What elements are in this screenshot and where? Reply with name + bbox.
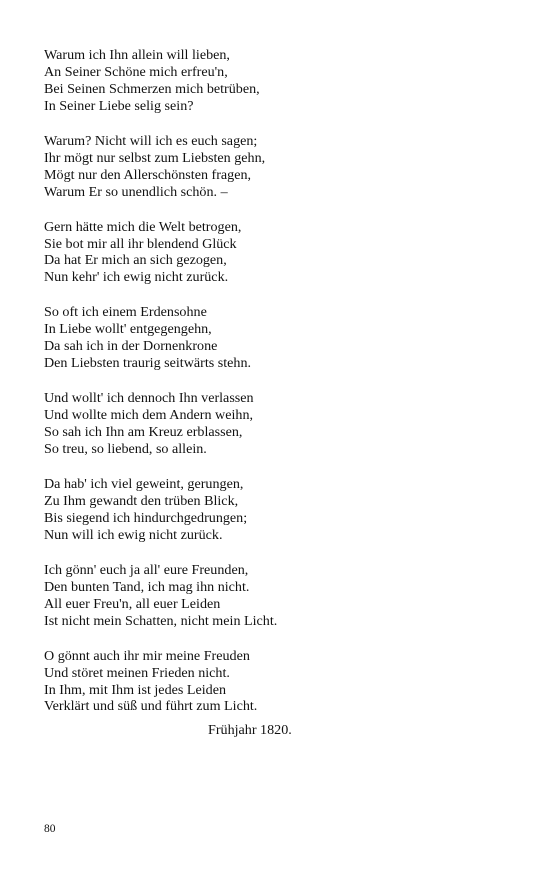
poem-line: O gönnt auch ihr mir meine Freuden bbox=[44, 647, 250, 664]
poem bbox=[44, 47, 314, 734]
poem-line: Nun will ich ewig nicht zurück. bbox=[44, 526, 223, 543]
poem-line: In Seiner Liebe selig sein? bbox=[44, 97, 194, 114]
poem-line: Warum Er so unendlich schön. – bbox=[44, 183, 228, 200]
poem-line: In Liebe wollt' entgegengehn, bbox=[44, 321, 212, 338]
poem-line: So treu, so liebend, so allein. bbox=[44, 440, 207, 457]
poem-line: Da hat Er mich an sich gezogen, bbox=[44, 252, 227, 269]
poem-date: Frühjahr 1820. bbox=[208, 722, 292, 738]
stanza bbox=[44, 133, 314, 201]
poem-line: Und wollt' ich dennoch Ihn verlassen bbox=[44, 390, 254, 407]
poem-line: Gern hätte mich die Welt betrogen, bbox=[44, 218, 242, 235]
poem-line: Warum? Nicht will ich es euch sagen; bbox=[44, 132, 258, 149]
poem-line: So sah ich Ihn am Kreuz erblassen, bbox=[44, 424, 243, 441]
poem-line: Und wollte mich dem Andern weihn, bbox=[44, 407, 254, 424]
poem-line: Zu Ihm gewandt den trüben Blick, bbox=[44, 492, 239, 509]
stanza bbox=[44, 648, 314, 716]
poem-line: All euer Freu'n, all euer Leiden bbox=[44, 595, 221, 612]
stanza bbox=[44, 219, 314, 287]
poem-line: Sie bot mir all ihr blendend Glück bbox=[44, 235, 237, 252]
poem-line: Und störet meinen Frieden nicht. bbox=[44, 664, 230, 681]
poem-line: Nun kehr' ich ewig nicht zurück. bbox=[44, 269, 229, 286]
stanza bbox=[44, 47, 314, 115]
poem-line: Ihr mögt nur selbst zum Liebsten gehn, bbox=[44, 149, 266, 166]
page-number: 80 bbox=[44, 823, 56, 835]
poem-line: Warum ich Ihn allein will lieben, bbox=[44, 47, 230, 63]
poem-line: Da hab' ich viel geweint, gerungen, bbox=[44, 476, 244, 493]
poem-line: Ich gönn' euch ja all' eure Freunden, bbox=[44, 561, 249, 578]
poem-line: Verklärt und süß und führt zum Licht. bbox=[44, 698, 258, 715]
stanza bbox=[44, 476, 314, 544]
poem-line: Bis siegend ich hindurchgedrungen; bbox=[44, 509, 248, 526]
stanza bbox=[44, 390, 314, 458]
poem-line: Mögt nur den Allerschönsten fragen, bbox=[44, 166, 252, 183]
poem-line: So oft ich einem Erdensohne bbox=[44, 304, 207, 321]
poem-line: Den bunten Tand, ich mag ihn nicht. bbox=[44, 578, 250, 595]
poem-line: Ist nicht mein Schatten, nicht mein Licht. bbox=[44, 612, 278, 629]
stanza bbox=[44, 304, 314, 372]
poem-line: Den Liebsten traurig seitwärts stehn. bbox=[44, 355, 252, 372]
poem-line: In Ihm, mit Ihm ist jedes Leiden bbox=[44, 681, 227, 698]
poem-line: Da sah ich in der Dornenkrone bbox=[44, 338, 218, 355]
poem-line: Bei Seinen Schmerzen mich betrüben, bbox=[44, 80, 260, 97]
stanza bbox=[44, 562, 314, 630]
poem-line: An Seiner Schöne mich erfreu'n, bbox=[44, 63, 228, 80]
